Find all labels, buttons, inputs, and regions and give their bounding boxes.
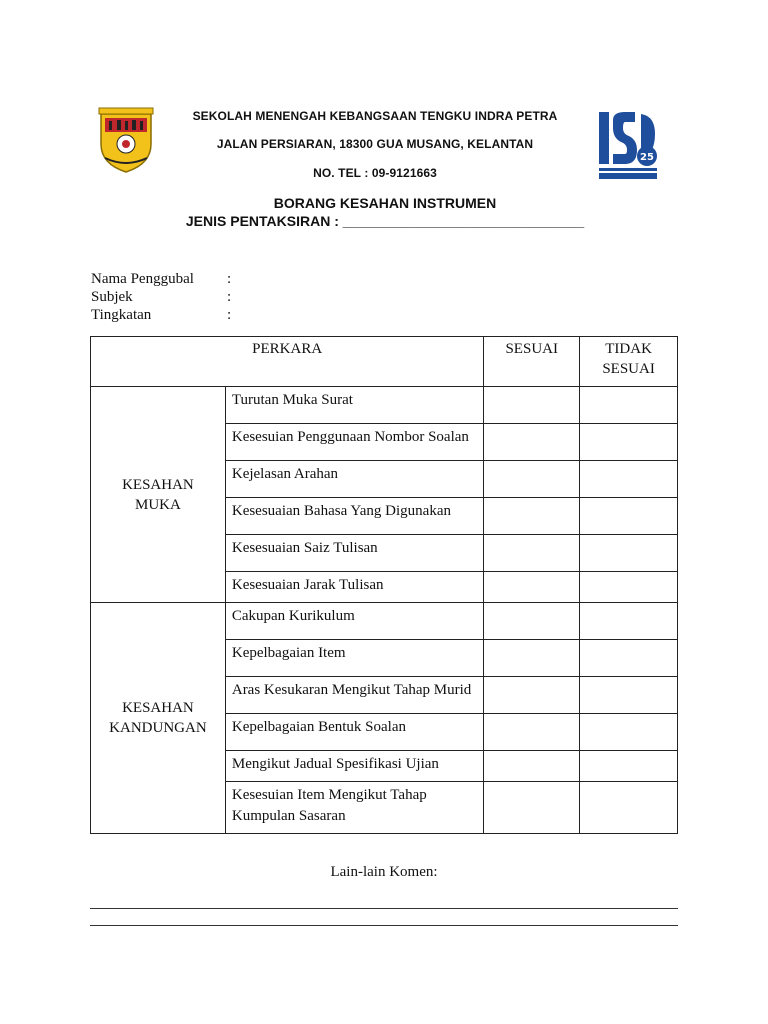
item-label: Kesesuaian Saiz Tulisan [225, 535, 483, 572]
checkbox-suitable[interactable] [484, 677, 580, 714]
checkbox-suitable[interactable] [484, 751, 580, 782]
header-item: PERKARA [91, 337, 484, 387]
checkbox-suitable[interactable] [484, 424, 580, 461]
school-name: SEKOLAH MENENGAH KEBANGSAAN TENGKU INDRA PETRA [192, 109, 558, 123]
checkbox-not-suitable[interactable] [580, 572, 678, 603]
comment-line-2[interactable] [90, 925, 678, 926]
section-face-validity [91, 387, 226, 603]
table-header-row [91, 337, 678, 387]
section-title-line2: MUKA [135, 496, 181, 513]
section-content-validity [91, 603, 226, 834]
validation-table [90, 336, 678, 834]
section-title-line1: KESAHAN [122, 700, 194, 716]
item-label: Cakupan Kurikulum [225, 603, 483, 640]
item-label: Kepelbagaian Bentuk Soalan [225, 714, 483, 751]
checkbox-not-suitable[interactable] [580, 535, 678, 572]
school-crest-logo [97, 106, 155, 174]
table-row [91, 603, 678, 640]
checkbox-suitable[interactable] [484, 640, 580, 677]
checkbox-not-suitable[interactable] [580, 714, 678, 751]
info-separator: : [227, 307, 232, 323]
item-label: Kesesuian Item Mengikut Tahap Kumpulan Sasaran [225, 782, 483, 834]
checkbox-suitable[interactable] [484, 603, 580, 640]
form-title: BORANG KESAHAN INSTRUMEN [273, 195, 497, 211]
assessment-type[interactable]: JENIS PENTAKSIRAN : _______________________________ [185, 213, 585, 229]
header-suitable: SESUAI [484, 337, 580, 387]
item-label: Kesesuaian Jarak Tulisan [225, 572, 483, 603]
checkbox-suitable[interactable] [484, 498, 580, 535]
table-row [91, 387, 678, 424]
comments-label: Lain-lain Komen: [330, 864, 438, 880]
info-label: Nama Penggubal [91, 271, 194, 287]
section-title-line1: KESAHAN [122, 476, 194, 493]
info-separator: : [227, 271, 232, 287]
checkbox-not-suitable[interactable] [580, 751, 678, 782]
checkbox-not-suitable[interactable] [580, 461, 678, 498]
svg-text:25: 25 [640, 152, 654, 163]
school-phone: NO. TEL : 09-9121663 [313, 166, 437, 180]
header-not-suitable-line2: SESUAI [602, 361, 655, 377]
info-label: Tingkatan [91, 307, 152, 323]
checkbox-not-suitable[interactable] [580, 782, 678, 834]
anniversary-logo [597, 110, 659, 182]
checkbox-not-suitable[interactable] [580, 387, 678, 424]
item-label: Turutan Muka Surat [225, 387, 483, 424]
header-not-suitable [580, 337, 678, 387]
checkbox-suitable[interactable] [484, 387, 580, 424]
item-label: Aras Kesukaran Mengikut Tahap Murid [225, 677, 483, 714]
info-field-subject[interactable] [91, 289, 231, 306]
info-field-level[interactable] [91, 307, 231, 324]
checkbox-suitable[interactable] [484, 572, 580, 603]
section-title-line2: KANDUNGAN [109, 720, 207, 736]
info-field-author[interactable] [91, 271, 231, 288]
checkbox-suitable[interactable] [484, 461, 580, 498]
item-label: Mengikut Jadual Spesifikasi Ujian [225, 751, 483, 782]
header-not-suitable-line1: TIDAK [605, 341, 652, 357]
item-label: Kesesuian Penggunaan Nombor Soalan [225, 424, 483, 461]
checkbox-suitable[interactable] [484, 535, 580, 572]
checkbox-not-suitable[interactable] [580, 498, 678, 535]
info-label: Subjek [91, 289, 133, 305]
item-label: Kejelasan Arahan [225, 461, 483, 498]
comment-line-1[interactable] [90, 908, 678, 909]
school-address: JALAN PERSIARAN, 18300 GUA MUSANG, KELANTAN [216, 137, 534, 151]
checkbox-not-suitable[interactable] [580, 603, 678, 640]
anniversary-25-logo-icon [597, 110, 659, 182]
checkbox-suitable[interactable] [484, 714, 580, 751]
item-label: Kepelbagaian Item [225, 640, 483, 677]
item-label: Kesesuaian Bahasa Yang Digunakan [225, 498, 483, 535]
checkbox-not-suitable[interactable] [580, 424, 678, 461]
checkbox-suitable[interactable] [484, 782, 580, 834]
checkbox-not-suitable[interactable] [580, 640, 678, 677]
checkbox-not-suitable[interactable] [580, 677, 678, 714]
info-separator: : [227, 289, 232, 305]
school-crest-icon [97, 106, 155, 174]
